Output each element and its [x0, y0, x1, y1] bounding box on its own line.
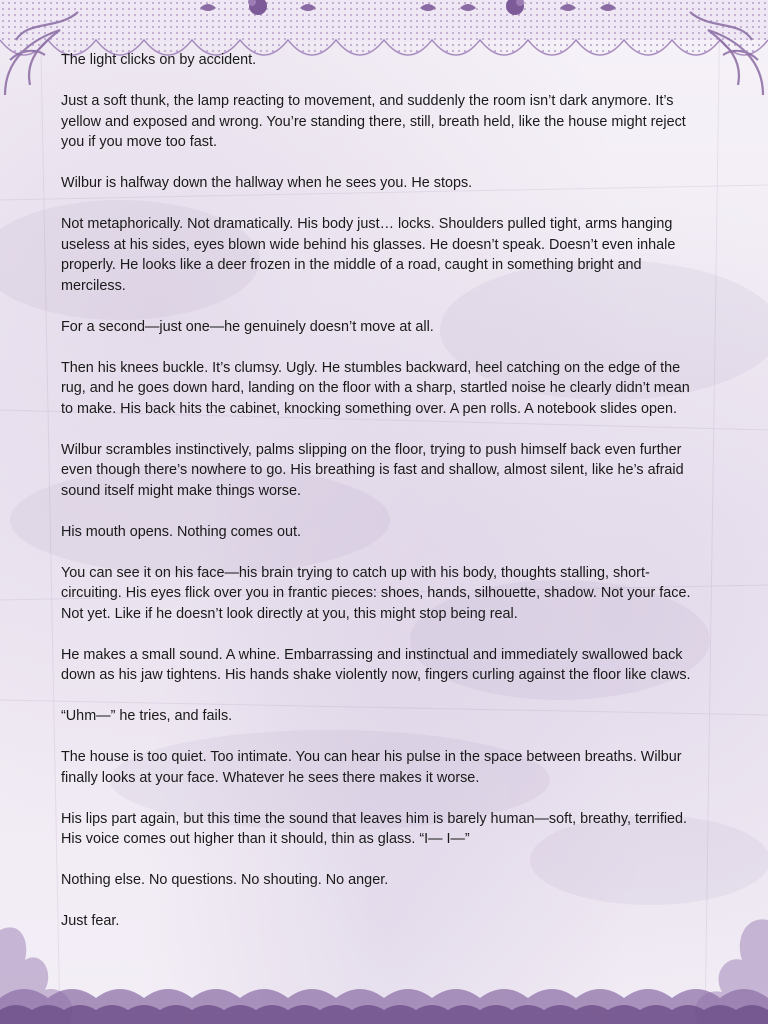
paragraph: He makes a small sound. A whine. Embarrassing and instinctual and immediately swallowed back down as his jaw tightens. His hands shake violently now, fingers curling against the floor like claws. [61, 646, 691, 683]
paragraph: Wilbur scrambles instinctively, palms slipping on the floor, trying to push himself back even further even though there’s nowhere to go. His breathing is fast and shallow, almost silent, like he’s afraid sound itself might make things worse. [61, 441, 684, 499]
paragraph: Nothing else. No questions. No shouting. No anger. [61, 872, 389, 888]
paragraph: Wilbur is halfway down the hallway when he sees you. He stops. [61, 175, 473, 191]
paragraph: Just fear. [61, 913, 120, 929]
paragraph: Then his knees buckle. It’s clumsy. Ugly. He stumbles backward, heel catching on the edge of the rug, and he goes down hard, landing on the floor with a sharp, startled noise he clearly didn’t mean to make. His back hits the cabinet, knocking something over. A pen rolls. A notebook slides open. [61, 359, 690, 417]
story-text [61, 50, 701, 952]
paragraph: You can see it on his face—his brain trying to catch up with his body, thoughts stalling, short-circuiting. His eyes flick over you in frantic pieces: shoes, hands, silhouette, shadow. Not your face. Not yet. Like if he doesn’t look directly at you, this might stop being real. [61, 564, 691, 622]
paragraph: His mouth opens. Nothing comes out. [61, 523, 301, 540]
paragraph: His lips part again, but this time the sound that leaves him is barely human—soft, breathy, terrified. His voice comes out higher than it should, thin as glass. “I— I—” [61, 810, 688, 847]
paragraph: Not metaphorically. Not dramatically. His body just… locks. Shoulders pulled tight, arms hanging useless at his sides, eyes blown wide behind his glasses. He doesn’t speak. Doesn’t even inhale properly. He looks like a deer frozen in the middle of a road, caught in something bright and merciless. [61, 216, 676, 294]
paragraph: Just a soft thunk, the lamp reacting to movement, and suddenly the room isn’t dark anymore. It’s yellow and exposed and wrong. You’re standing there, still, breath held, like the house might reject you if you move too fast. [61, 93, 686, 150]
paragraph: For a second—just one—he genuinely doesn’t move at all. [61, 318, 434, 335]
paragraph: The house is too quiet. Too intimate. You can hear his pulse in the space between breaths. Wilbur finally looks at your face. Whatever he sees there makes it worse. [61, 749, 682, 786]
paragraph: The light clicks on by accident. [61, 52, 257, 68]
paragraph: “Uhm—” he tries, and fails. [61, 708, 233, 724]
